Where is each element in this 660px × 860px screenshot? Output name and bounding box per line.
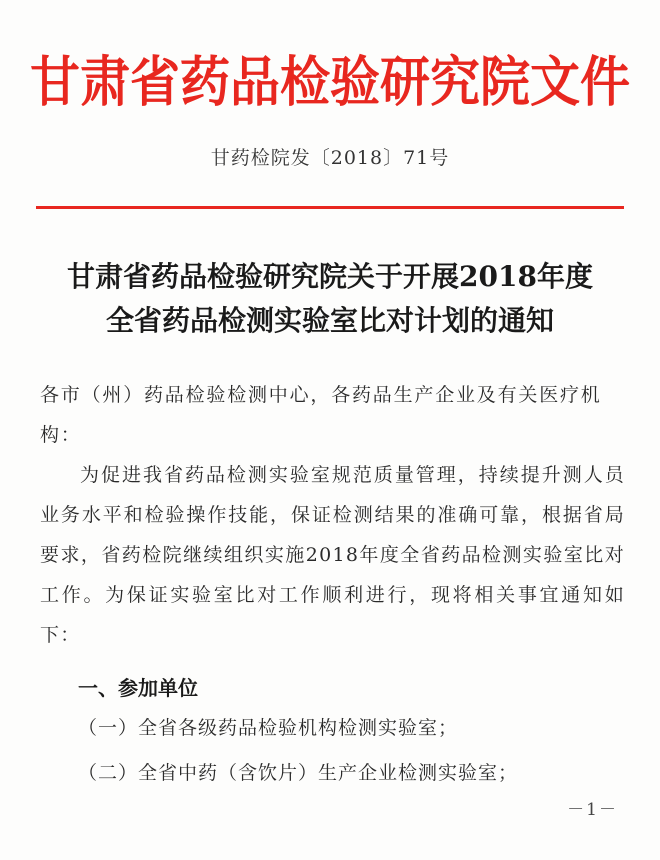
- salutation: 各市（州）药品检验检测中心，各药品生产企业及有关医疗机构：: [40, 384, 602, 446]
- body-paragraph: 为促进我省药品检测实验室规范质量管理，持续提升测人员业务水平和检验操作技能，保证检测结果的准确可靠，根据省局要求，省药检院继续组织实施2018年度全省药品检测实验室比对工作。为保证实验室比对工作顺利进行，现将相关事宜通知如下：: [40, 464, 625, 646]
- page-number: －1－: [567, 800, 618, 820]
- notice-title-line-2: 全省药品检测实验室比对计划的通知: [105, 304, 554, 337]
- red-divider-rule: [36, 206, 624, 209]
- list-item: （二）全省中药（含饮片）生产企业检测实验室；: [78, 762, 519, 784]
- list-item: （一）全省各级药品检验机构检测实验室；: [78, 717, 459, 739]
- document-number: 甘药检院发〔2018〕71号: [210, 147, 450, 169]
- masthead-title: 甘肃省药品检验研究院文件: [30, 49, 630, 114]
- notice-title: [20, 255, 640, 343]
- notice-title-line-1: 甘肃省药品检验研究院关于开展2018年度: [67, 260, 593, 293]
- section-heading-participants: 一、参加单位: [78, 676, 198, 700]
